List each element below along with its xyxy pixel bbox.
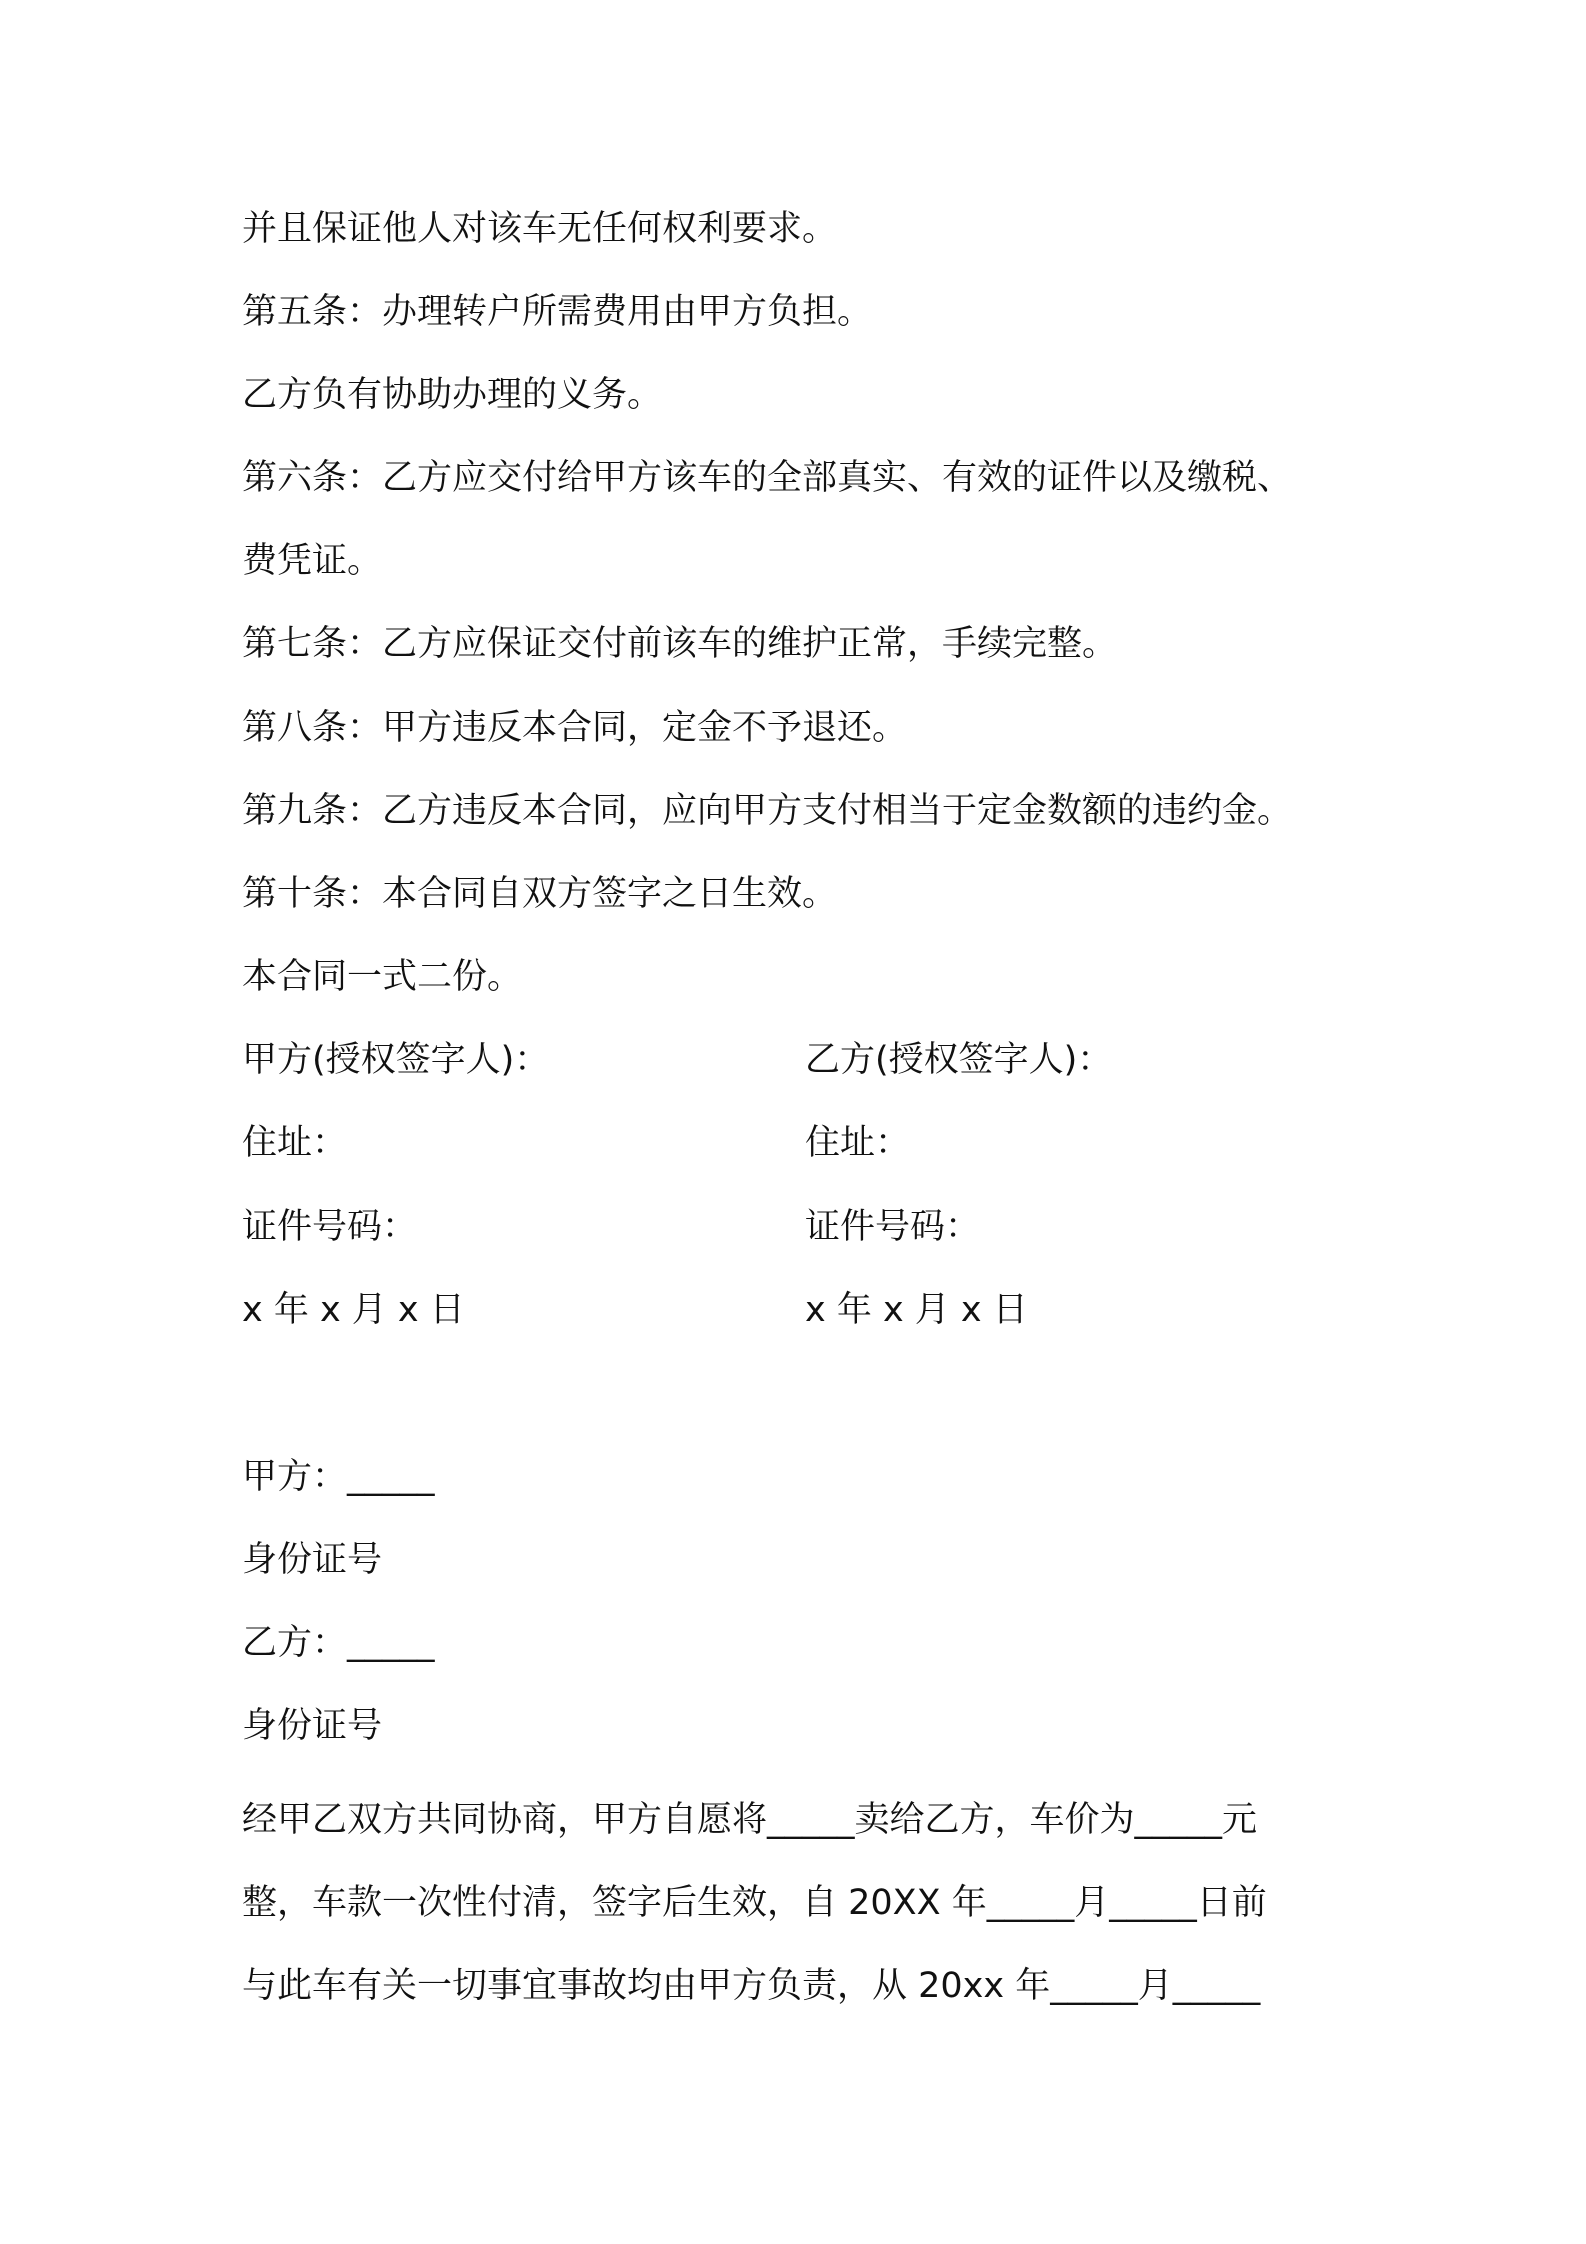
party-b-address: 住址： <box>805 1123 911 1163</box>
clause-line: 乙方负有协助办理的义务。 <box>242 375 663 415</box>
clause-ten: 第十条：本合同自双方签字之日生效。 <box>242 874 838 914</box>
party-b-name: 乙方：_____ <box>242 1623 435 1663</box>
party-b-id-number: 证件号码： <box>805 1207 981 1247</box>
party-a-date: x 年 x 月 x 日 <box>242 1290 465 1330</box>
party-a-id-number: 证件号码： <box>242 1207 418 1247</box>
clause-seven: 第七条：乙方应保证交付前该车的维护正常，手续完整。 <box>242 624 1118 664</box>
party-a-signer: 甲方(授权签字人)： <box>242 1040 550 1080</box>
party-b-id-label: 身份证号 <box>242 1706 383 1746</box>
body-paragraph-line: 与此车有关一切事宜事故均由甲方负责，从 20xx 年_____月_____ <box>242 1966 1261 2006</box>
party-a-name: 甲方：_____ <box>242 1457 435 1497</box>
clause-five: 第五条：办理转户所需费用由甲方负担。 <box>242 292 873 332</box>
party-a-id-label: 身份证号 <box>242 1540 383 1580</box>
clause-nine: 第九条：乙方违反本合同，应向甲方支付相当于定金数额的违约金。 <box>242 791 1293 831</box>
clause-six: 第六条：乙方应交付给甲方该车的全部真实、有效的证件以及缴税、 <box>242 458 1293 498</box>
party-b-date: x 年 x 月 x 日 <box>805 1290 1028 1330</box>
party-b-signer: 乙方(授权签字人)： <box>805 1040 1113 1080</box>
clause-eight: 第八条：甲方违反本合同，定金不予退还。 <box>242 708 908 748</box>
body-paragraph-line: 整，车款一次性付清，签字后生效，自 20XX 年_____月_____日前 <box>242 1883 1267 1923</box>
copies-statement: 本合同一式二份。 <box>242 957 523 997</box>
party-a-address: 住址： <box>242 1123 348 1163</box>
clause-line: 费凭证。 <box>242 541 383 581</box>
body-paragraph-line: 经甲乙双方共同协商，甲方自愿将_____卖给乙方，车价为_____元 <box>242 1800 1258 1840</box>
clause-line: 并且保证他人对该车无任何权利要求。 <box>242 209 838 249</box>
